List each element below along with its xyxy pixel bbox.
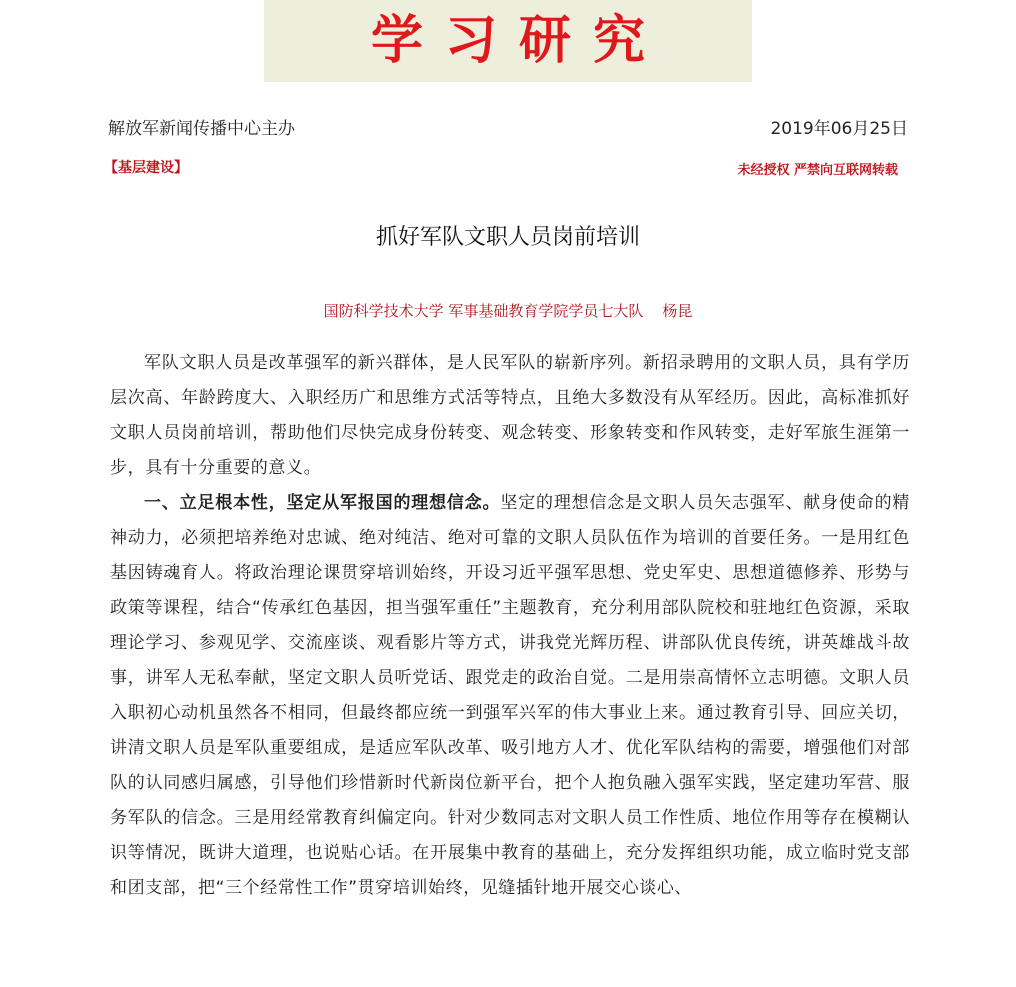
article-title: 抓好军队文职人员岗前培训 [375,225,640,250]
article-byline: 国防科学技术大学 军事基础教育学院学员七大队 杨昆 [323,302,693,320]
issue-date: 2019年06月25日 [770,119,908,139]
article-paragraph [110,346,910,486]
article-body [110,346,910,987]
masthead-title: 学习研究 [370,10,667,71]
paragraph-text: 坚定的理想信念是文职人员矢志强军、献身使命的精神动力，必须把培养绝对忠诚、绝对纯洁、绝对可靠的文职人员队伍作为培训的首要任务。一是用红色基因铸魂育人。将政治理论课贯穿培训始终，开设习近平强军思想、党史军史、思想道德修养、形势与政策等课程，结合“传承红色基因，担当强军重任”主题教育，充分利用部队院校和驻地红色资源，采取理论学习、参观见学、交流座谈、观看影片等方式，讲我党光辉历程、讲部队优良传统，讲英雄战斗故事，讲军人无私奉献，坚定文职人员听党话、跟党走的政治自觉。二是用崇高情怀立志明德。文职人员入职初心动机虽然各不相同，但最终都应统一到强军兴军的伟大事业上来。通过教育引导、回应关切，讲清文职人员是军队重要组成，是适应军队改革、吸引地方人才、优化军队结构的需要，增强他们对部队的认同感归属感，引导他们珍惜新时代新岗位新平台，把个人抱负融入强军实践，坚定建功军营、服务军队的信念。三是用经常教育纠偏定向。针对少数同志对文职人员工作性质、地位作用等存在模糊认识等情况，既讲大道理，也说贴心话。在开展集中教育的基础上，充分发挥组织功能，成立临时党支部和团支部，把“三个经常性工作”贯穿培训始终，见缝插针地开展交心谈心、 [110,493,910,898]
masthead-banner [264,0,752,82]
article-paragraph [110,486,910,906]
section-heading: 一、立足根本性，坚定从军报国的理想信念。 [144,493,501,513]
publisher-line: 解放军新闻传播中心主办 [108,119,295,139]
section-tag: 【基层建设】 [104,160,188,176]
copyright-notice: 未经授权 严禁向互联网转载 [737,163,898,178]
paragraph-text: 军队文职人员是改革强军的新兴群体，是人民军队的崭新序列。新招录聘用的文职人员，具有学历层次高、年龄跨度大、入职经历广和思维方式活等特点，且绝大多数没有从军经历。因此，高标准抓好文职人员岗前培训，帮助他们尽快完成身份转变、观念转变、形象转变和作风转变，走好军旅生涯第一步，具有十分重要的意义。 [110,353,910,478]
